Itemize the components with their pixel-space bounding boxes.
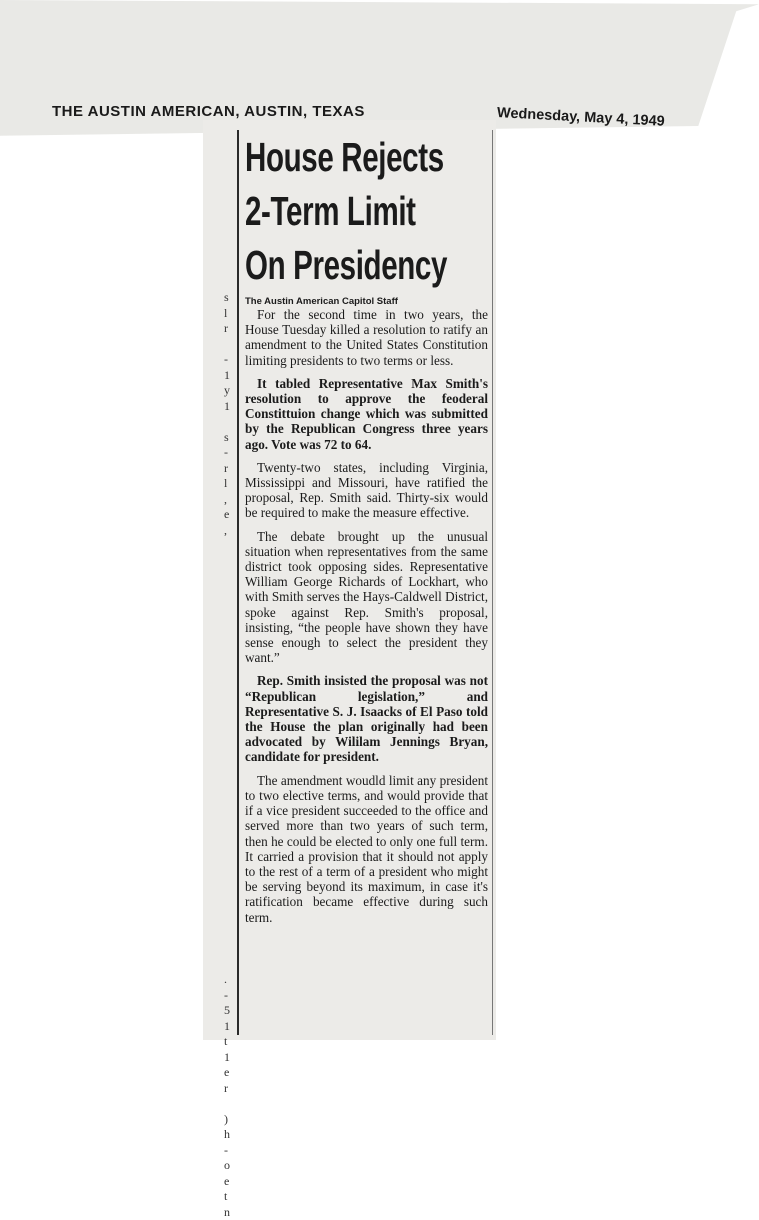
byline: The Austin American Capitol Staff [245,296,398,307]
column-rule-right [492,130,493,1035]
article [245,130,488,933]
adjacent-column-fragments: s l r - 1 y 1 s - r l , e , . - 5 1 t 1 e r ) h - o e t n [224,290,230,1219]
newspaper-name: THE AUSTIN AMERICAN, AUSTIN, TEXAS [52,103,365,120]
headline-line: On Presidency [245,242,448,288]
article-paragraph: It tabled Representative Max Smith's resolution to approve the feoderal Constittuion change which was submitted by the Republican Congress three years ago. Vote was 72 to 64. [245,375,488,452]
article-body [245,307,488,925]
article-paragraph: The debate brought up the unusual situation when representatives from the same district took opposing sides. Representative William George Richards of Lockhart, who with Smith serves the Hays-Caldwell District, spoke against Rep. Smith's proposal, insisting, “the people have shown they have sense enough to select the president they want.” [245,528,488,666]
article-paragraph: The amendment woudld limit any president to two elective terms, and would provide that if a vice president succeeded to the office and served more than two years of such term, then he could be elected to only one full term. It carried a provision that it should not apply to the rest of a term of a president who might be serving beyond its maximum, in case it's ratification became effective during such term. [245,772,488,925]
headline [245,130,490,292]
publication-date: Wednesday, May 4, 1949 [496,105,666,130]
article-paragraph: Rep. Smith insisted the proposal was not “Republican legislation,” and Representative S. J. Isaacks of El Paso told the House the plan originally had been advocated by Wililam Jennings Bryan, candidate for president. [245,673,488,765]
article-paragraph: For the second time in two years, the House Tuesday killed a resolution to ratify an amendment to the United States Constitution limiting presidents to two terms or less. [245,307,488,368]
headline-line: 2-Term Limit [245,188,416,234]
column-rule-left [237,130,239,1035]
article-paragraph: Twenty-two states, including Virginia, Mississippi and Missouri, have ratified the proposal, Rep. Smith said. Thirty-six would be required to make the measure effective. [245,459,488,521]
headline-line: House Rejects [245,134,444,180]
